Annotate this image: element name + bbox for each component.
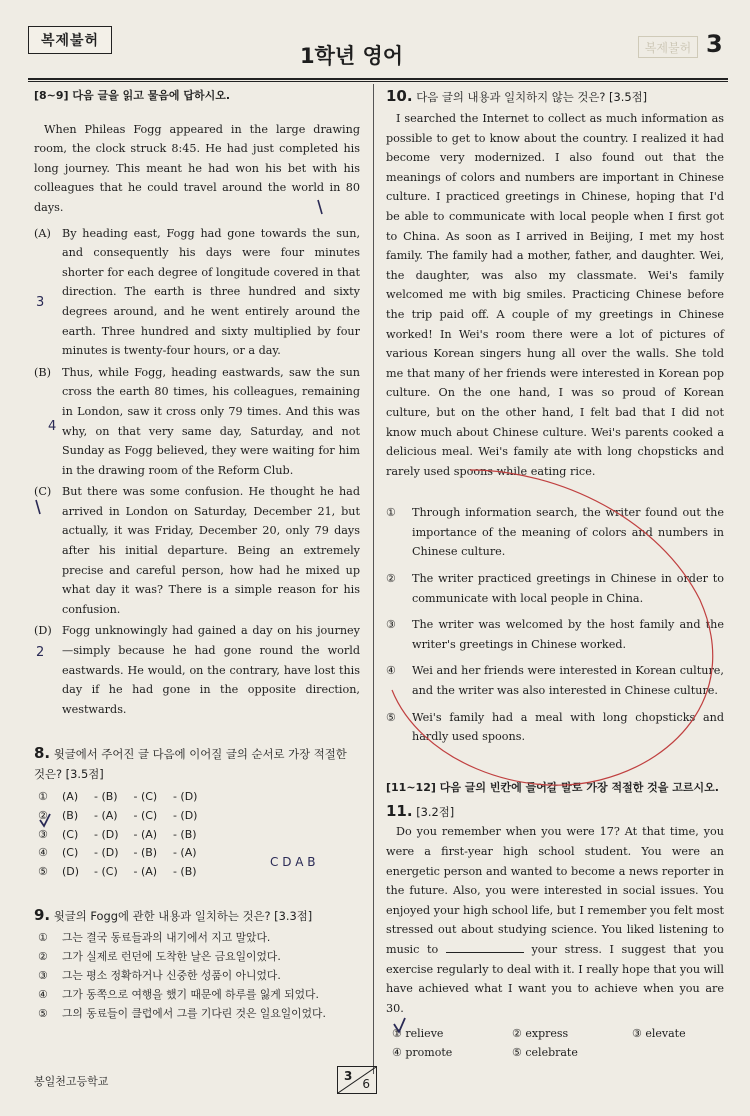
seq-item: (C) <box>140 790 158 804</box>
question-number: 9. <box>34 906 51 925</box>
option-mark: ⑤ <box>386 710 397 724</box>
option-mark: ③ <box>38 969 48 983</box>
question-number: 8. <box>34 744 51 763</box>
handwritten-mark: 2 <box>36 645 45 660</box>
ghost-badge: 복제불허 <box>638 36 698 58</box>
option-text: 그는 평소 정확하거나 신중한 성품이 아니었다. <box>62 969 281 983</box>
option-text: Wei's family had a meal with long chopsticks and hardly used spoons. <box>412 710 724 744</box>
option-5[interactable]: ⑤ (D) - (C) - (A) - (B) <box>38 863 360 882</box>
passage-11 <box>386 822 724 1018</box>
option-2[interactable] <box>512 1024 632 1043</box>
option-text: Wei and her friends were interested in Korean culture, and the writer was also interested in Chinese culture. <box>412 664 724 698</box>
story-intro: When Phileas Fogg appeared in the large drawing room, the clock struck 8:45. He had just completed his long journey. This meant he had won his bet with his colleagues that he could travel around the world in 80 days. <box>34 122 360 214</box>
question-11-options <box>392 1024 724 1062</box>
option-text: The writer practiced greetings in Chinese in order to communicate with local people in China. <box>412 572 724 605</box>
paragraph-b <box>34 363 360 481</box>
option-3[interactable] <box>38 966 360 985</box>
option-mark: ② <box>512 1027 522 1041</box>
option-3[interactable]: ③ (C) - (D) - (A) - (B) <box>38 826 360 845</box>
option-mark: ① <box>392 1027 402 1041</box>
seq-item: (A) <box>62 790 79 804</box>
option-3[interactable] <box>632 1024 750 1043</box>
option-mark: ② <box>38 950 48 964</box>
option-mark: ③ <box>38 827 48 841</box>
question-number: 10. <box>386 87 413 105</box>
option-4[interactable] <box>38 985 360 1004</box>
question-11 <box>386 801 724 822</box>
handwritten-mark: 3 <box>36 295 45 310</box>
paragraph-text: Thus, while Fogg, heading eastwards, saw the sun cross the earth 80 times, his colleagues, remaining in London, saw it cross only 79 times. And this was why, on that very same day, Saturday, and not Sunday as Fogg believed, they were waiting for him in the drawing room of the Reform Club. <box>62 365 360 477</box>
page-title: 1학년 영어 <box>300 44 404 68</box>
option-text: promote <box>405 1046 453 1060</box>
option-text: relieve <box>405 1027 444 1041</box>
option-mark: ③ <box>386 618 397 632</box>
option-1[interactable] <box>38 928 360 947</box>
option-mark: ④ <box>38 846 48 860</box>
seq-item: (B) <box>180 864 197 878</box>
section-heading-8-9: [8~9] 다음 글을 읽고 물음에 답하시오. <box>34 89 231 102</box>
seq-item: (C) <box>140 809 158 822</box>
option-4[interactable] <box>386 661 724 700</box>
seq-item: (B) <box>62 809 79 822</box>
option-mark: ② <box>38 809 48 822</box>
question-number: 11. <box>386 802 413 821</box>
option-mark: ① <box>38 790 48 804</box>
no-copy-badge: 복제불허 <box>28 26 112 54</box>
option-mark: ⑤ <box>38 864 48 878</box>
passage-text: Do you remember when you were 17? At that time, you were a first-year high school student. You were an energetic person and wanted to become a news reporter in the future. Also, you were interested in social issues. You enjoyed your high school life, but I remember you felt most stressed out about studying science. You liked listening to music to <box>386 825 724 956</box>
seq-item: (B) <box>140 846 158 860</box>
seq-item: (A) <box>101 809 118 822</box>
option-text: celebrate <box>525 1046 578 1060</box>
option-4[interactable]: ④ (C) - (D) - (B) - (A) <box>38 844 360 863</box>
option-mark: ⑤ <box>38 1007 48 1021</box>
page-total: 6 <box>362 1077 370 1091</box>
option-1[interactable]: ① (A) - (B) - (C) - (D) <box>38 788 360 807</box>
passage-10: I searched the Internet to collect as much information as possible to get to know about the country. I realized it had become very modernized. I also found out that the meanings of colors and numbers are important in Chinese culture. I practiced greetings in Chinese, hoping that I'd be able to communicate with local people when I first got to China. As soon as I arrived in Beijing, I met my host family. The family had a mother, father, and daughter. Wei, the daughter, was also my classmate. Wei's family welcomed me with big smiles. Practicing Chinese before the trip paid off. A couple of my greetings in Chinese worked! In Wei's room there were a lot of pictures of various Korean singers hung all over the walls. She told me that many of her friends were interested in Korean pop culture. On the one hand, I was so proud of Korean culture, but on the other hand, I felt bad that I did not know much about Chinese culture. Wei's parents cooked a delicious meal. Wei's family ate with long chopsticks and rarely used spoons while eating rice. <box>386 112 724 478</box>
paragraph-label: (C) <box>34 485 52 499</box>
seq-item: (D) <box>180 809 198 822</box>
option-text: 그가 실제로 런던에 도착한 날은 금요일이었다. <box>62 950 281 964</box>
seq-item: (C) <box>62 846 79 860</box>
question-9-options <box>38 928 360 1023</box>
seq-item: (B) <box>101 790 118 804</box>
option-2[interactable]: ② (B) - (A) - (C) - (D) <box>38 807 360 826</box>
seq-item: (D) <box>101 827 119 841</box>
option-5[interactable] <box>386 708 724 747</box>
seq-item: (D) <box>180 790 198 804</box>
paragraph-a <box>34 224 360 361</box>
question-8 <box>34 743 360 784</box>
handwritten-order-note: C D A B <box>270 855 316 869</box>
header-rule-thin <box>28 81 728 82</box>
question-text: 다음 글의 내용과 일치하지 않는 것은? [3.5점] <box>416 90 648 104</box>
seq-item: (A) <box>140 827 158 841</box>
page-number: 3 <box>706 30 723 58</box>
option-2[interactable] <box>386 569 724 608</box>
paragraph-c <box>34 482 360 619</box>
option-1[interactable] <box>392 1024 512 1043</box>
question-8-options <box>38 788 360 881</box>
passage-text: your stress. I suggest that you exercise regularly to deal with it. I really hope that you will have achieved what I want you to achieve when you are 30. <box>386 942 724 1015</box>
column-divider <box>373 84 374 1074</box>
seq-item: (A) <box>140 864 158 878</box>
option-2[interactable] <box>38 947 360 966</box>
option-mark: ⑤ <box>512 1046 522 1060</box>
option-mark: ④ <box>392 1046 402 1060</box>
option-5[interactable] <box>512 1043 632 1062</box>
option-4[interactable] <box>392 1043 512 1062</box>
question-10-options <box>386 503 724 747</box>
option-mark: ① <box>38 931 48 945</box>
option-text: elevate <box>645 1027 686 1041</box>
header-rule <box>28 78 728 80</box>
question-9 <box>34 905 360 926</box>
paragraph-text: But there was some confusion. He thought he had arrived in London on Saturday, December 21, but actually, it was Friday, December 20, only 79 days after his initial departure. Being an extremely precise and careful person, how had he mixed up what day it was? There is a simple reason for his confusion. <box>62 485 360 616</box>
seq-item: (A) <box>180 846 197 860</box>
option-text: 그가 동쪽으로 여행을 했기 때문에 하루를 잃게 되었다. <box>62 988 319 1002</box>
section-heading-11-12: [11~12] 다음 글의 빈칸에 들어갈 말로 가장 적절한 것을 고르시오. <box>386 780 719 794</box>
seq-item: (D) <box>101 846 119 860</box>
paragraph-label: (B) <box>34 365 51 379</box>
option-3[interactable] <box>386 615 724 654</box>
seq-item: (C) <box>62 827 79 841</box>
option-text: 그의 동료들이 클럽에서 그를 기다린 것은 일요일이었다. <box>62 1007 326 1021</box>
seq-item: (D) <box>62 864 80 878</box>
paragraph-text: Fogg unknowingly had gained a day on his journey—simply because he had gone round the world eastwards. He would, on the contrary, have lost this day if he had gone in the opposite direction, westwards. <box>62 624 360 716</box>
paragraph-d <box>34 621 360 719</box>
option-5[interactable] <box>38 1004 360 1023</box>
page-indicator <box>337 1066 377 1094</box>
handwritten-mark: 4 <box>48 419 57 434</box>
question-text: 윗글의 Fogg에 관한 내용과 일치하는 것은? [3.3점] <box>53 909 313 924</box>
school-name: 봉일천고등학교 <box>34 1075 109 1088</box>
option-text: Through information search, the writer found out the importance of the meaning of colors and numbers in Chinese culture. <box>412 506 724 559</box>
question-10 <box>386 86 724 107</box>
option-mark: ① <box>386 506 397 520</box>
question-text: 윗글에서 주어진 글 다음에 이어질 글의 순서로 가장 적절한 것은? [3.5점] <box>34 747 347 782</box>
option-text: The writer was welcomed by the host family and the writer's greetings in Chinese worked. <box>412 618 724 651</box>
left-column <box>34 86 360 1023</box>
seq-item: (B) <box>180 827 197 841</box>
page-current: 3 <box>344 1069 353 1083</box>
option-mark: ④ <box>38 988 48 1002</box>
paragraph-label: (D) <box>34 624 52 638</box>
option-mark: ④ <box>386 664 397 678</box>
question-points: [3.2점] <box>416 805 455 820</box>
right-column <box>386 86 724 1062</box>
option-text: 그는 결국 동료들과의 내기에서 지고 말았다. <box>62 931 271 945</box>
option-text: express <box>525 1027 569 1041</box>
answer-blank <box>446 941 524 953</box>
seq-item: (C) <box>101 864 118 878</box>
option-1[interactable] <box>386 503 724 562</box>
option-mark: ③ <box>632 1027 642 1041</box>
paragraph-text: By heading east, Fogg had gone towards the sun, and consequently his days were four minutes shorter for each degree of longitude covered in that direction. The earth is three hundred and sixty degrees around, and he went entirely around the earth. Three hundred and sixty multiplied by four minutes is twenty-four hours, or a day. <box>62 226 360 358</box>
option-mark: ② <box>386 572 397 586</box>
paragraph-label: (A) <box>34 226 51 240</box>
